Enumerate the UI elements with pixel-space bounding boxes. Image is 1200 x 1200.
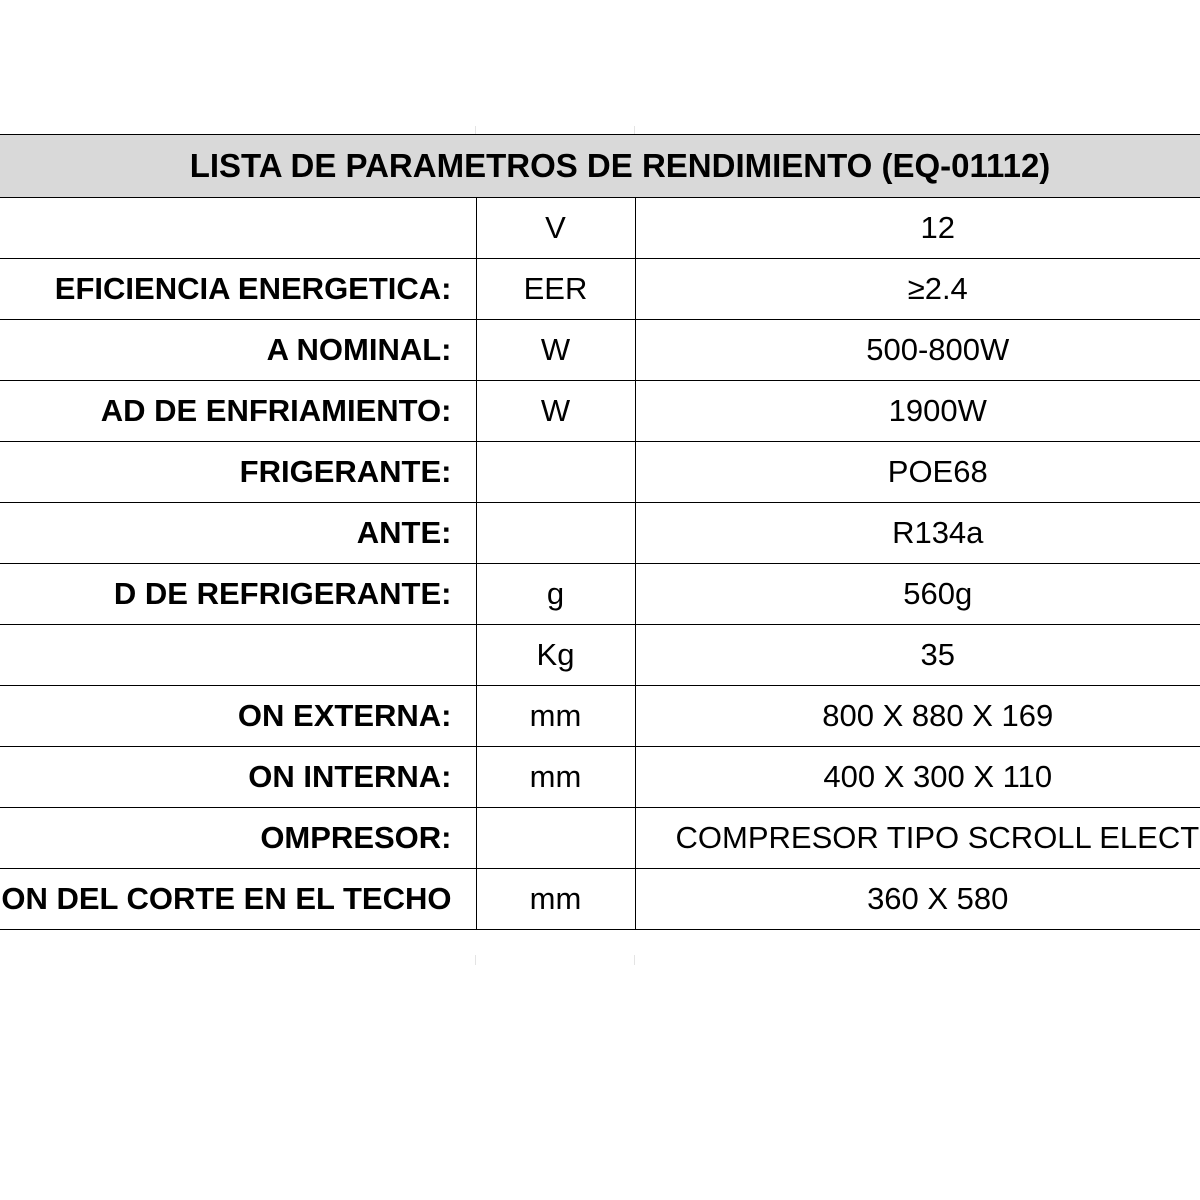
parameter-label: ON EXTERNA: bbox=[237, 698, 452, 733]
unit-cell[interactable]: mm bbox=[476, 686, 635, 747]
unit-cell[interactable]: g bbox=[476, 564, 635, 625]
unit-cell[interactable]: V bbox=[476, 198, 635, 259]
parameter-cell[interactable] bbox=[0, 625, 476, 686]
unit-cell[interactable] bbox=[476, 503, 635, 564]
parameter-label: ON INTERNA: bbox=[248, 759, 452, 794]
parameter-cell[interactable] bbox=[0, 808, 476, 869]
value-cell[interactable]: 560g bbox=[635, 564, 1200, 625]
table-row bbox=[0, 503, 1200, 564]
parameter-label: A NOMINAL: bbox=[266, 332, 452, 367]
value-cell[interactable]: 800 X 880 X 169 bbox=[635, 686, 1200, 747]
unit-cell[interactable]: mm bbox=[476, 747, 635, 808]
unit-cell[interactable]: W bbox=[476, 381, 635, 442]
unit-cell[interactable] bbox=[476, 808, 635, 869]
table-row bbox=[0, 442, 1200, 503]
parameter-cell[interactable] bbox=[0, 442, 476, 503]
parameter-label: EFICIENCIA ENERGETICA: bbox=[54, 271, 452, 306]
unit-cell[interactable]: Kg bbox=[476, 625, 635, 686]
parameter-label: D DE REFRIGERANTE: bbox=[113, 576, 452, 611]
table-title: LISTA DE PARAMETROS DE RENDIMIENTO (EQ-01112) bbox=[0, 135, 1200, 198]
value-cell[interactable]: R134a bbox=[635, 503, 1200, 564]
gridline bbox=[634, 955, 635, 965]
table-row bbox=[0, 625, 1200, 686]
parameter-label: FRIGERANTE: bbox=[239, 454, 452, 489]
parameter-cell[interactable] bbox=[0, 198, 476, 259]
value-cell[interactable]: 12 bbox=[635, 198, 1200, 259]
parameter-cell[interactable] bbox=[0, 381, 476, 442]
table-row bbox=[0, 198, 1200, 259]
parameter-label: AD DE ENFRIAMIENTO: bbox=[100, 393, 452, 428]
value-cell[interactable]: COMPRESOR TIPO SCROLL ELECT bbox=[635, 808, 1200, 869]
parameter-label: OMPRESOR: bbox=[260, 820, 452, 855]
value-cell[interactable]: 400 X 300 X 110 bbox=[635, 747, 1200, 808]
parameter-cell[interactable] bbox=[0, 564, 476, 625]
table-body bbox=[0, 198, 1200, 930]
spec-table-wrapper bbox=[0, 134, 1200, 930]
table-row bbox=[0, 808, 1200, 869]
table-row bbox=[0, 747, 1200, 808]
parameter-cell[interactable] bbox=[0, 320, 476, 381]
table-row bbox=[0, 869, 1200, 930]
parameter-label: ON DEL CORTE EN EL TECHO bbox=[1, 881, 452, 916]
value-cell[interactable]: 35 bbox=[635, 625, 1200, 686]
table-row bbox=[0, 381, 1200, 442]
table-row bbox=[0, 259, 1200, 320]
parameter-cell[interactable] bbox=[0, 686, 476, 747]
value-cell[interactable]: 500-800W bbox=[635, 320, 1200, 381]
value-cell[interactable]: ≥2.4 bbox=[635, 259, 1200, 320]
unit-cell[interactable]: EER bbox=[476, 259, 635, 320]
parameter-cell[interactable] bbox=[0, 869, 476, 930]
parameter-cell[interactable] bbox=[0, 503, 476, 564]
value-cell[interactable]: 1900W bbox=[635, 381, 1200, 442]
table-header-row bbox=[0, 135, 1200, 198]
performance-parameters-table bbox=[0, 134, 1200, 930]
parameter-cell[interactable] bbox=[0, 259, 476, 320]
table-row bbox=[0, 564, 1200, 625]
unit-cell[interactable]: W bbox=[476, 320, 635, 381]
parameter-cell[interactable] bbox=[0, 747, 476, 808]
unit-cell[interactable] bbox=[476, 442, 635, 503]
table-row bbox=[0, 686, 1200, 747]
parameter-label: ANTE: bbox=[356, 515, 452, 550]
table-row bbox=[0, 320, 1200, 381]
gridline bbox=[475, 955, 476, 965]
unit-cell[interactable]: mm bbox=[476, 869, 635, 930]
value-cell[interactable]: 360 X 580 bbox=[635, 869, 1200, 930]
value-cell[interactable]: POE68 bbox=[635, 442, 1200, 503]
